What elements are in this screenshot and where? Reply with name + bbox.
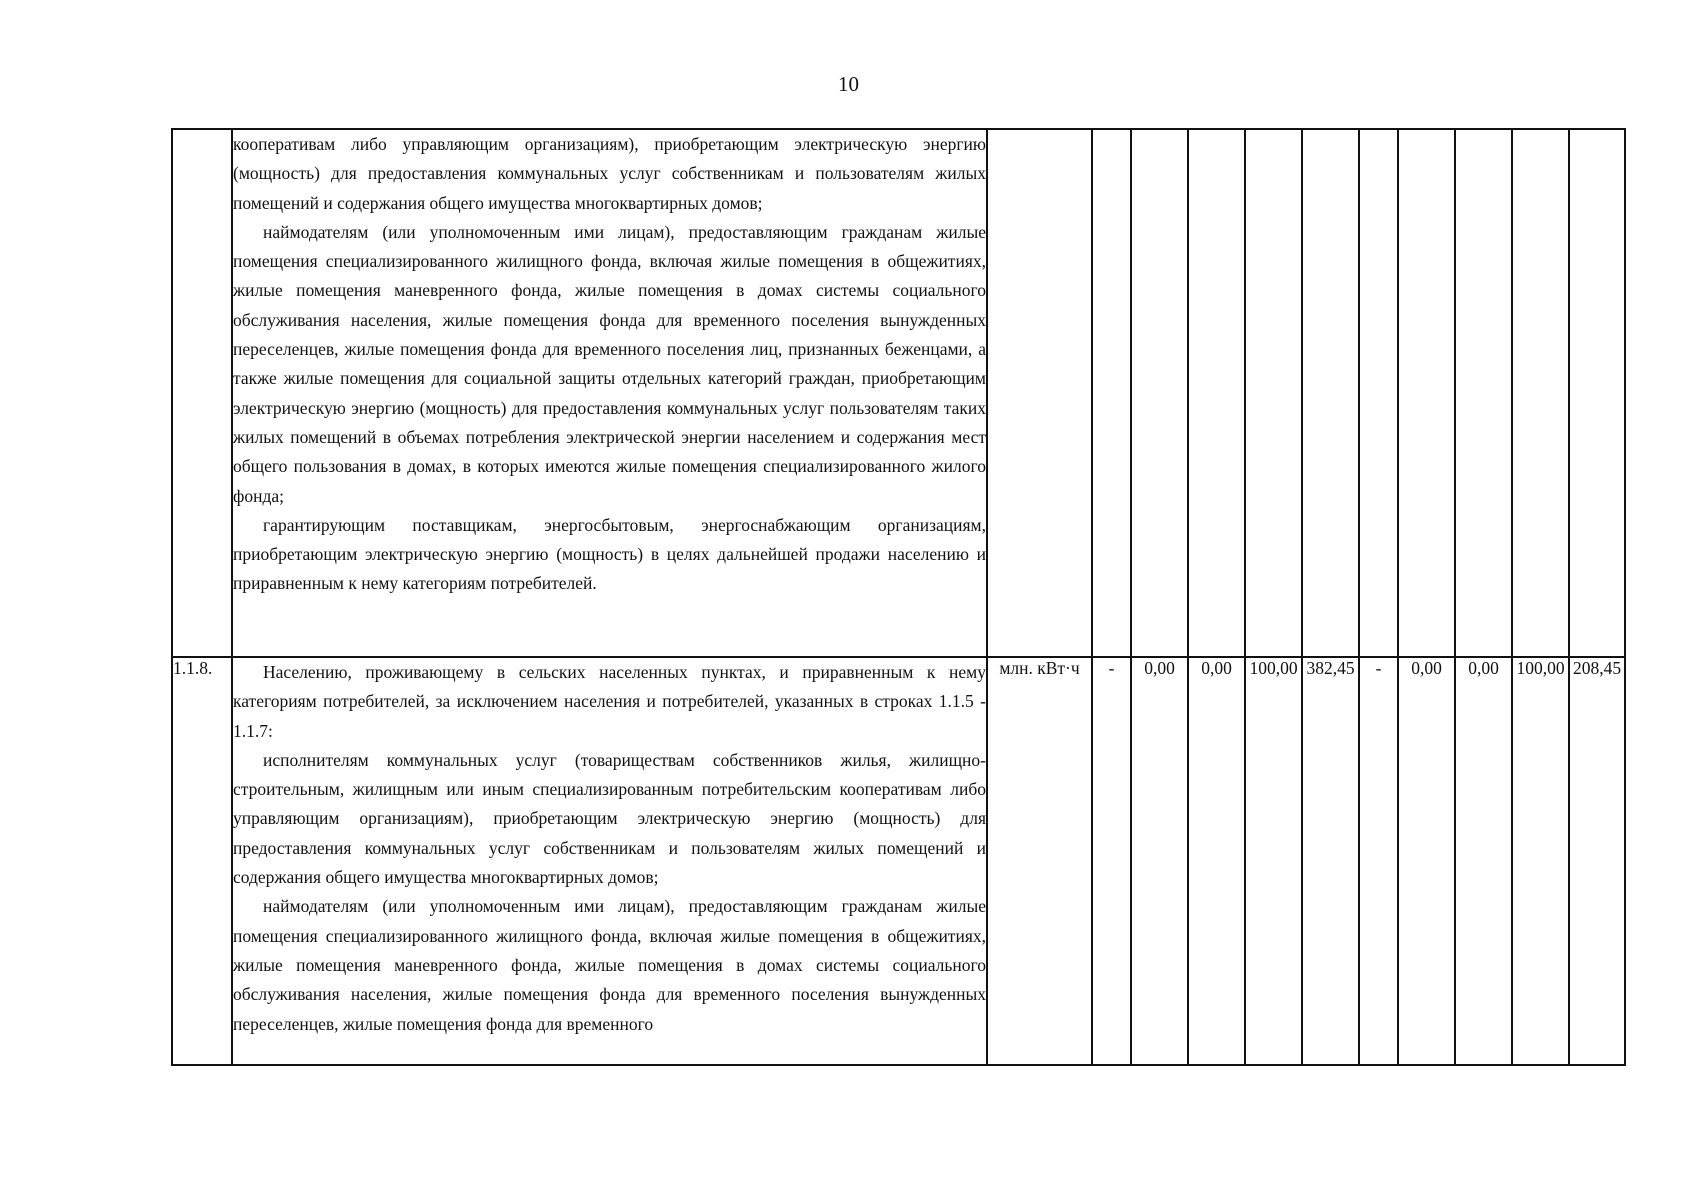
value-cell: 0,00 bbox=[1455, 657, 1512, 1065]
value-cell bbox=[1188, 129, 1245, 657]
value-cell bbox=[1512, 129, 1569, 657]
value-cell bbox=[1092, 129, 1131, 657]
value-cell bbox=[1302, 129, 1359, 657]
value-cell bbox=[1569, 129, 1625, 657]
value-cell: 0,00 bbox=[1188, 657, 1245, 1065]
description-paragraph: Населению, проживающему в сельских населенных пунктах, и приравненным к нему категориям потребителей, за исключением населения и потребителей, указанных в строках 1.1.5 - 1.1.7: bbox=[233, 662, 986, 741]
page-number: 10 bbox=[838, 72, 859, 96]
row-description bbox=[232, 657, 987, 1065]
row-description bbox=[232, 129, 987, 657]
value-cell bbox=[1359, 129, 1398, 657]
value-cell: - bbox=[1359, 657, 1398, 1065]
value-cell: 0,00 bbox=[1131, 657, 1188, 1065]
value-cell: 100,00 bbox=[1512, 657, 1569, 1065]
row-number: 1.1.8. bbox=[172, 657, 232, 1065]
value-cell: 100,00 bbox=[1245, 657, 1302, 1065]
value-cell: 0,00 bbox=[1398, 657, 1455, 1065]
description-paragraph: наймодателям (или уполномоченным ими лицам), предоставляющим гражданам жилые помещения специализированного жилищного фонда, включая жилые помещения в общежитиях, жилые помещения маневренного фонда, жилые помещения в домах системы социального обслуживания населения, жилые помещения фонда для временного поселения вынужденных переселенцев, жилые помещения фонда для временного поселения лиц, признанных беженцами, а также жилые помещения для социальной защиты отдельных категорий граждан, приобретающим электрическую энергию (мощность) для предоставления коммунальных услуг пользователям таких жилых помещений в объемах потребления электрической энергии населением и содержания мест общего пользования в домах, в которых имеются жилые помещения специализированного жилого фонда; bbox=[233, 221, 986, 506]
description-paragraph: исполнителям коммунальных услуг (товариществам собственников жилья, жилищно-строительным, жилищным или иным специализированным потребительским кооперативам либо управляющим организациям), приобретающим электрическую энергию (мощность) для предоставления коммунальных услуг собственникам и пользователям жилых помещений и содержания общего имущества многоквартирных домов; bbox=[233, 749, 986, 888]
description-paragraph: кооперативам либо управляющим организациям), приобретающим электрическую энергию (мощность) для предоставления коммунальных услуг собственникам и пользователям жилых помещений и содержания общего имущества многоквартирных домов; bbox=[233, 134, 986, 213]
description-paragraph: гарантирующим поставщикам, энергосбытовым, энергоснабжающим организациям, приобретающим электрическую энергию (мощность) в целях дальнейшей продажи населению и приравненным к нему категориям потребителей. bbox=[233, 514, 986, 594]
row-number bbox=[172, 129, 232, 657]
value-cell: 382,45 bbox=[1302, 657, 1359, 1065]
tariff-table bbox=[171, 128, 1626, 1066]
description-paragraph: наймодателям (или уполномоченным ими лицам), предоставляющим гражданам жилые помещения специализированного жилищного фонда, включая жилые помещения в общежитиях, жилые помещения маневренного фонда, жилые помещения в домах системы социального обслуживания населения, жилые помещения фонда для временного поселения вынужденных переселенцев, жилые помещения фонда для временного bbox=[233, 896, 986, 1034]
table-row bbox=[172, 657, 1625, 1065]
unit-cell: млн. кВт·ч bbox=[987, 657, 1092, 1065]
table-row bbox=[172, 129, 1625, 657]
value-cell bbox=[1398, 129, 1455, 657]
value-cell bbox=[1245, 129, 1302, 657]
value-cell bbox=[1455, 129, 1512, 657]
value-cell: 208,45 bbox=[1569, 657, 1625, 1065]
value-cell bbox=[1131, 129, 1188, 657]
value-cell: - bbox=[1092, 657, 1131, 1065]
unit-cell bbox=[987, 129, 1092, 657]
